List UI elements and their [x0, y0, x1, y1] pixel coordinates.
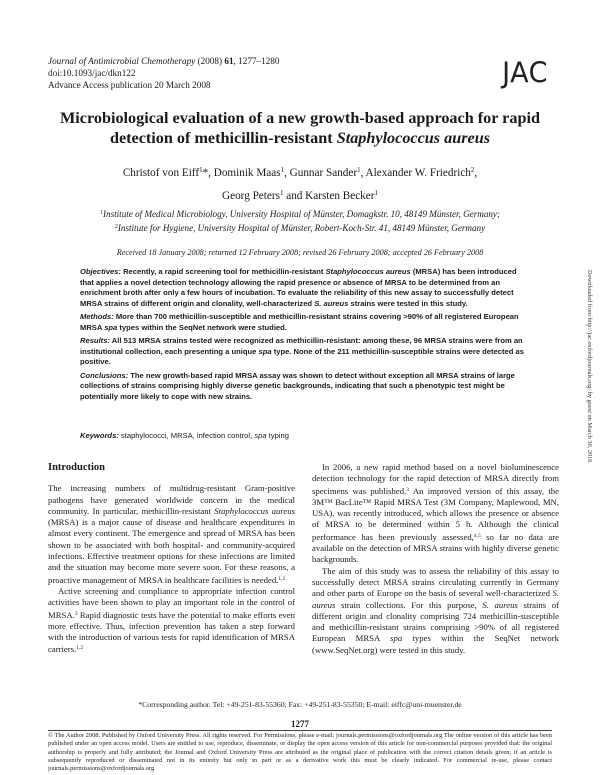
- abstract-methods: Methods: More than 700 methicillin-susceptible and methicillin-resistant strains covering >90% of all registered European MRSA spa types within the SeqNet network were studied.: [80, 312, 519, 332]
- received-dates: Received 18 January 2008; returned 12 February 2008; revised 26 February 2008; accepted 26 February 2008: [116, 248, 484, 257]
- download-note[interactable]: Downloaded from http://jac.oxfordjournals.org/ by guest on March 30, 2016: [586, 270, 593, 463]
- jac-logo: JAC: [502, 57, 548, 90]
- abstract-results: Results: All 513 MRSA strains tested were recognized as methicillin-resistant: among these, 96 MRSA strains were from an institutional collection, each presenting a unique spa type. None of the 211 methicillin-susceptible strains were detected as positive.: [80, 336, 524, 366]
- journal-header: [48, 55, 279, 91]
- page-number: 1277: [291, 719, 309, 729]
- abstract: [80, 267, 530, 405]
- copyright-notice: © The Author 2008. Published by Oxford University Press. All rights reserved. For Permissions, please e-mail: journals.permissions@oxfordjournals.org The online version of this article has been published under an open access model. Users are entitled to use, reproduce, disseminate, or display the open access version of this article for non-commercial purposes provided that: the original authorship is properly and fully attributed; the Journal and Oxford University Press are attributed as the original place of publication with the correct citation details given; if an article is subsequently reproduced or disseminated not in its entirety but only in part or as a derivative work this must be clearly indicated. For commercial re-use, please contact journals.permissions@oxfordjournals.org: [48, 732, 552, 773]
- journal-citation: Journal of Antimicrobial Chemotherapy (2008) 61, 1277–1280: [48, 56, 280, 66]
- right-column: [312, 462, 559, 656]
- abstract-conclusions: Conclusions: The new growth-based rapid MRSA assay was shown to detect without exception all MRSA strains of large collections of strains comprising highly diverse genetic backgrounds, indicating that such a phenotypic test might be potentially more likely to cope with new strains.: [80, 370, 515, 401]
- article-title: Microbiological evaluation of a new growth-based approach for rapid detection of methicillin-resistant Staphylococcus aureus: [60, 109, 540, 147]
- corresponding-author-note: *Corresponding author. Tel: +49-251-83-55360; Fax: +49-251-83-55350; E-mail: eiffc@uni-muenster.de: [138, 700, 462, 709]
- left-column: [48, 462, 295, 656]
- journal-volume: 61: [224, 56, 234, 66]
- paragraph: Active screening and compliance to appropriate infection control activities have been shown to play an important role in the control of MRSA.$^3$ Rapid diagnostic tests have the potential to make efforts even more effective. Thus, infection prevention has taken a step forward with the introduction of various tests for rapid identification of MRSA carriers.$^{1,2}$: [48, 585, 295, 655]
- paragraph: The aim of this study was to assess the reliability of this assay to successfully detect MRSA strains circulating currently in Germany and other parts of Europe on the basis of several well-characterized S. aureus strain collections. For this purpose, S. aureus strains of different origin and clonality comprising 724 methicillin-susceptible and methicillin-resistant strains comprising >90% of all registered European MRSA spa types within the SeqNet network (www.SeqNet.org) were tested in this study.: [312, 565, 560, 655]
- affiliations: $^1$Institute of Medical Microbiology, University Hospital of Münster, Domagkstr. 10, 48149 Münster, Germany; $^2$Institute for Hygiene, University Hospital of Münster, Robert-Koch-Str. 41, 48149 Münster, Germany: [100, 209, 500, 233]
- advance-access: Advance Access publication 20 March 2008: [48, 80, 211, 90]
- paragraph: In 2006, a new rapid method based on a novel bioluminescence detection technology for the rapid detection of MRSA directly from specimens was published.$^3$ An improved version of this assay, the 3M™ BacLite™ Rapid MRSA Test (3M Company, Maplewood, MN, USA), was recently introduced, which allows the presence or absence of MRSA to be determined within 5 h. Although the clinical performance has been previously assessed,$^{4,5}$ so far no data are available on the detection of MRSA strains with highly diverse genetic backgrounds.: [312, 462, 559, 565]
- journal-name: Journal of Antimicrobial Chemotherapy: [48, 56, 196, 66]
- abstract-objectives: Objectives: Recently, a rapid screening tool for methicillin-resistant Staphylococcus aureus (MRSA) has been introduced that applies a novel detection technology allowing the rapid presence or absence of MRSA to be determined from an enrichment broth after only a few hours of incubation. To evaluate the reliability of this new assay to successfully detect MRSA strains of different origin and clonality, well-characterized S. aureus strains were tested in this study.: [80, 267, 517, 308]
- download-sidebar: [585, 270, 595, 640]
- footer-divider: [48, 730, 552, 731]
- paragraph: The increasing numbers of multidrug-resistant Gram-positive pathogens have generated worldwide concern in the medical community. In particular, methicillin-resistant Staphylococcus aureus (MRSA) is a major cause of disease and healthcare expenditures in almost every continent. The emergence and spread of MRSA has been shown to be associated with both hospital- and community-acquired infections. Effective treatment options for these infections are limited and the situation may become more severe soon. For these reasons, a proactive management of MRSA in healthcare facilities is needed.$^{1,2}$: [48, 483, 295, 585]
- doi: doi:10.1093/jac/dkn122: [48, 68, 136, 78]
- author-list: Christof von Eiff$^1$*, Dominik Maas$^1$, Gunnar Sander$^1$, Alexander W. Friedrich$^2$, Georg Peters$^1$ and Karsten Becker$^1$: [122, 166, 478, 202]
- section-heading-introduction: Introduction: [48, 462, 105, 473]
- keywords: Keywords: staphylococci, MRSA, infection control, spa typing: [80, 431, 289, 440]
